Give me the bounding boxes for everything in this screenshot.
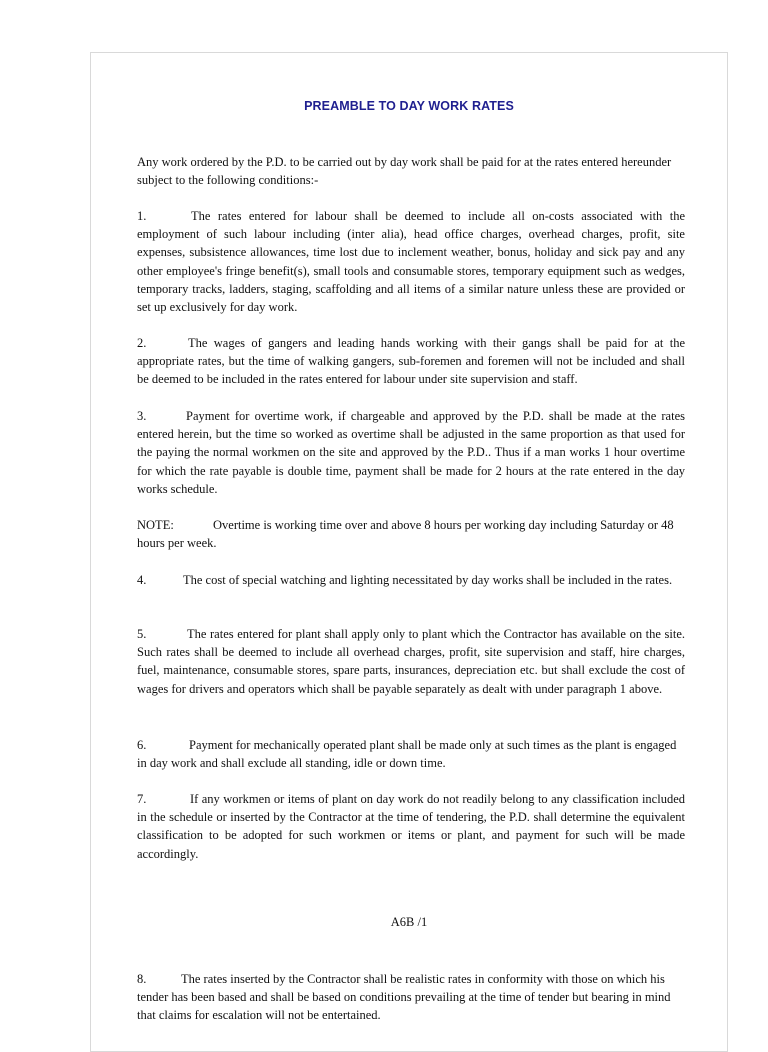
clause-1 xyxy=(137,207,685,316)
clause-number: 4. xyxy=(137,573,147,587)
clause-number: 2. xyxy=(137,336,147,350)
clause-5 xyxy=(137,625,685,698)
clause-text: The rates inserted by the Contractor shall be realistic rates in conformity with those on which his tender has been based and shall be based on conditions prevailing at the time of tender but bearing in mind that claims for escalation will not be entertained. xyxy=(137,972,671,1023)
clause-7 xyxy=(137,790,685,863)
note-text: Overtime is working time over and above 8 hours per working day including Saturday or 48 hours per week. xyxy=(137,518,674,551)
clause-number: 5. xyxy=(137,627,147,641)
clause-3 xyxy=(137,407,685,498)
intro-paragraph: Any work ordered by the P.D. to be carried out by day work shall be paid for at the rates entered hereunder subject to the following conditions:- xyxy=(137,155,672,188)
document-page xyxy=(90,52,728,1052)
clause-number: 7. xyxy=(137,792,147,806)
clause-number: 8. xyxy=(137,972,147,986)
clause-text: The rates entered for plant shall apply only to plant which the Contractor has available on the site. Such rates shall be deemed to include all overhead charges, profit, site supervision and staff, hire charges, fuel, maintenance, consumable stores, spare parts, insurances, depreciation etc. but shall exclude the cost of wages for drivers and operators which shall be payable separately as dealt with under paragraph 1 above. xyxy=(137,627,685,696)
clause-number: 1. xyxy=(137,209,147,223)
clause-4 xyxy=(137,571,685,589)
document-title: PREAMBLE TO DAY WORK RATES xyxy=(304,99,514,113)
clause-text: Payment for mechanically operated plant shall be made only at such times as the plant is engaged in day work and shall exclude all standing, idle or down time. xyxy=(137,738,677,771)
note-paragraph xyxy=(137,516,685,552)
clause-text: If any workmen or items of plant on day work do not readily belong to any classification included in the schedule or inserted by the Contractor at the time of tendering, the P.D. shall determine the equivalent classification to be adopted for such workmen or items or plant, and payment for such will be made accordingly. xyxy=(137,792,685,861)
clause-text: Payment for overtime work, if chargeable and approved by the P.D. shall be made at the rates entered herein, but the time so worked as overtime shall be adjusted in the same proportion as that used for the paying the normal workmen on the site and approved by the P.D.. Thus if a man works 1 hour overtime for which the rate payable is double time, payment shall be made for 2 hours at the rate entered in the day works schedule. xyxy=(137,409,685,496)
clause-text: The rates entered for labour shall be deemed to include all on-costs associated with the employment of such labour including (inter alia), head office charges, overhead charges, profit, site expenses, subsistence allowances, time lost due to inclement weather, bonus, holiday and sick pay and any other employee's fringe benefit(s), small tools and consumable stores, temporary equipment such as wedges, temporary tracks, ladders, staging, scaffolding and all items of a similar nature unless these are provided or set up exclusively for day work. xyxy=(137,209,685,315)
clause-number: 3. xyxy=(137,409,147,423)
clause-text: The wages of gangers and leading hands working with their gangs shall be paid for at the appropriate rates, but the time of walking gangers, sub-foremen and foremen will not be included and shall be deemed to be included in the rates entered for labour under site supervision and staff. xyxy=(137,336,685,387)
clause-2 xyxy=(137,334,685,389)
page-reference: A6B /1 xyxy=(390,915,428,929)
clause-number: 6. xyxy=(137,738,147,752)
clause-6 xyxy=(137,736,685,772)
note-label: NOTE: xyxy=(137,518,174,532)
clause-8 xyxy=(137,970,685,1025)
clause-text: The cost of special watching and lighting necessitated by day works shall be included in the rates. xyxy=(183,573,673,587)
